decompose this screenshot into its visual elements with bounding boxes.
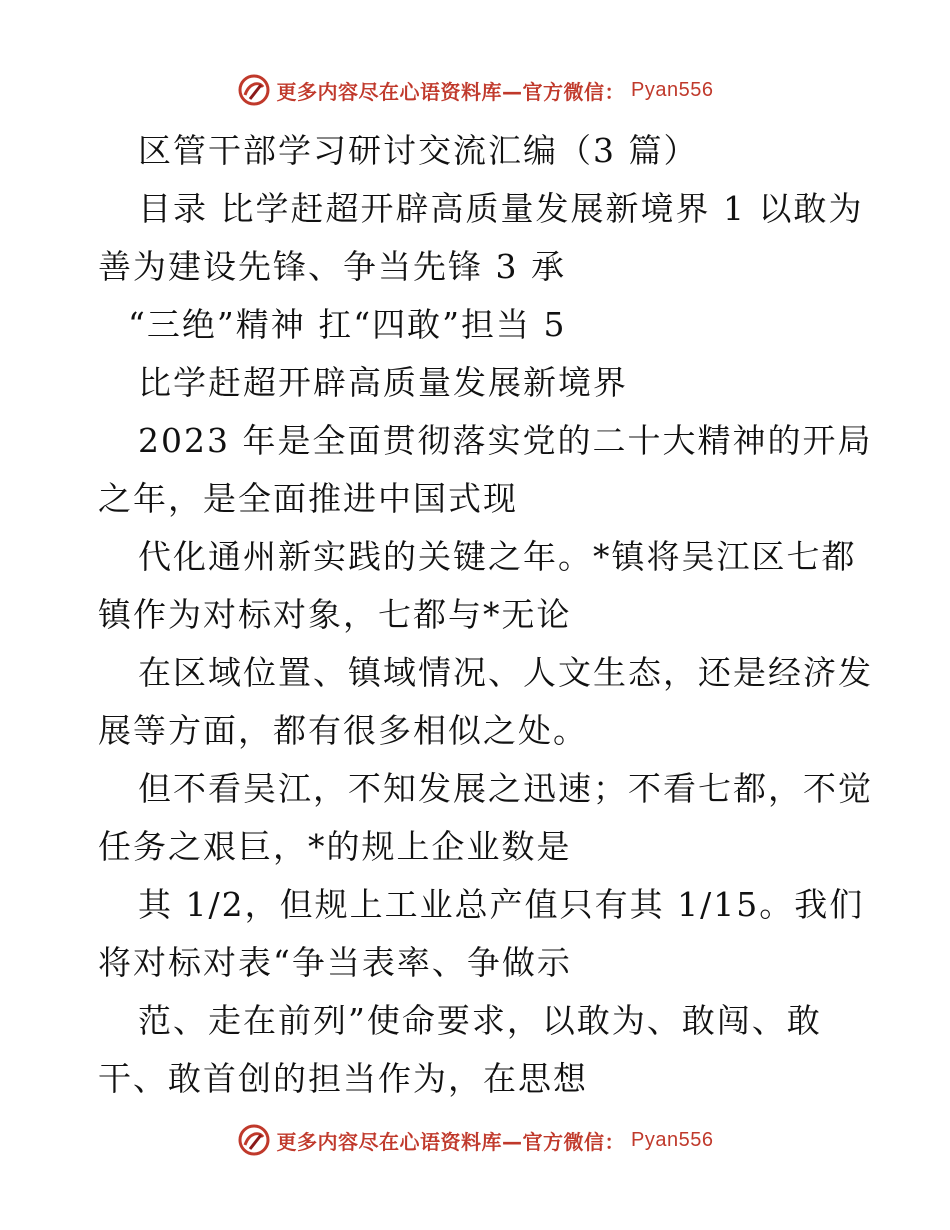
toc-line: “三绝”精神 扛“四敢”担当 5 xyxy=(128,305,567,344)
paragraph-line: 之年，是全面推进中国式现 xyxy=(98,479,518,518)
paragraph-line: 范、走在前列”使命要求，以敢为、敢闯、敢 xyxy=(138,1001,822,1040)
swirl-logo-icon xyxy=(237,73,271,107)
paragraph-line: 代化通州新实践的关键之年。*镇将吴江区七都 xyxy=(138,537,857,576)
header-watermark xyxy=(0,70,950,110)
watermark-text: 更多内容尽在心语资料库—官方微信： xyxy=(276,79,626,104)
doc-title: 区管干部学习研讨交流汇编（3 篇） xyxy=(138,131,699,170)
paragraph-line: 在区域位置、镇域情况、人文生态，还是经济发 xyxy=(138,653,873,692)
paragraph-line: 将对标对表“争当表率、争做示 xyxy=(98,943,572,982)
document-body xyxy=(98,122,873,1108)
toc-line: 目录 比学赶超开辟高质量发展新境界 1 以敢为 xyxy=(138,189,864,228)
swirl-logo-icon xyxy=(237,1123,271,1157)
paragraph-line: 镇作为对标对象，七都与*无论 xyxy=(98,595,572,634)
paragraph-line: 展等方面，都有很多相似之处。 xyxy=(98,711,588,750)
watermark-wechat-id: Pyan556 xyxy=(631,78,714,101)
watermark-wechat-id: Pyan556 xyxy=(631,1128,714,1151)
watermark-text: 更多内容尽在心语资料库—官方微信： xyxy=(276,1129,626,1154)
footer-watermark xyxy=(0,1120,950,1160)
toc-line: 善为建设先锋、争当先锋 3 承 xyxy=(98,247,566,286)
paragraph-line: 但不看吴江，不知发展之迅速；不看七都，不觉 xyxy=(138,769,873,808)
paragraph-line: 干、敢首创的担当作为，在思想 xyxy=(98,1059,588,1098)
paragraph-line: 任务之艰巨，*的规上企业数是 xyxy=(98,827,572,866)
paragraph-line: 2023 年是全面贯彻落实党的二十大精神的开局 xyxy=(138,421,873,460)
section-heading: 比学赶超开辟高质量发展新境界 xyxy=(138,363,628,402)
paragraph-line: 其 1/2，但规上工业总产值只有其 1/15。我们 xyxy=(138,885,865,924)
